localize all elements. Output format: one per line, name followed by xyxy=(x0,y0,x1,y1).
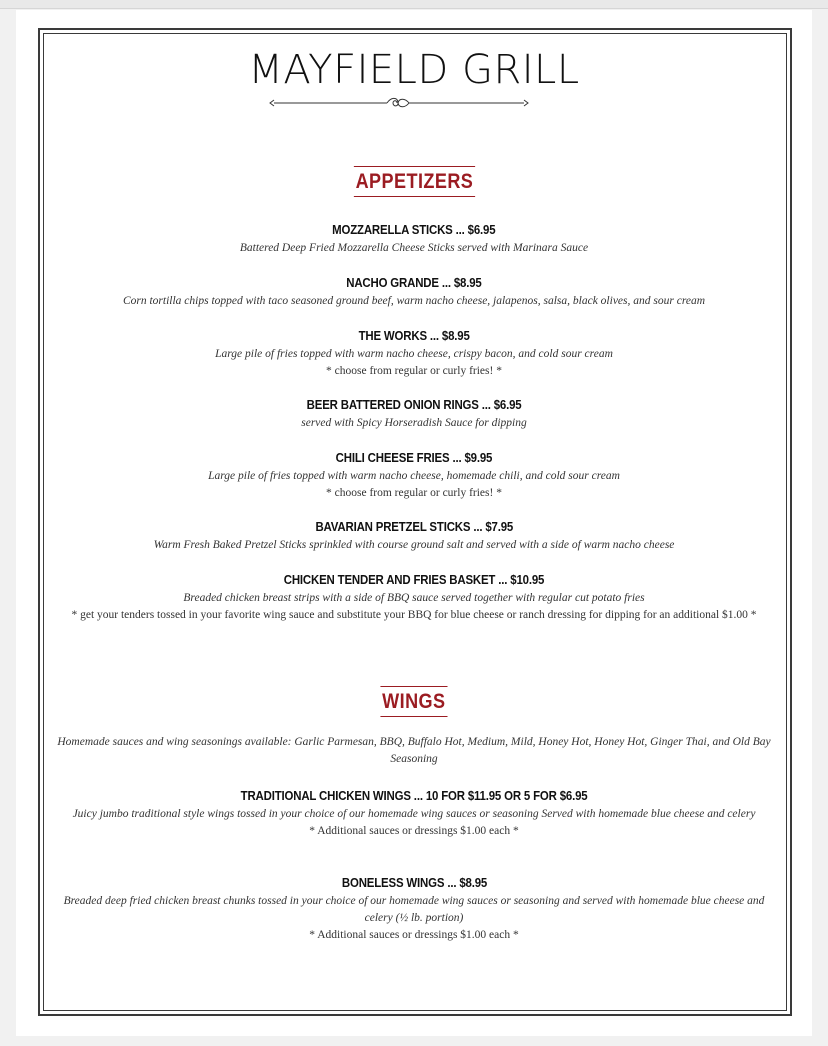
item-name: BONELESS WINGS ... $8.95 xyxy=(341,875,487,890)
menu-item-the-works xyxy=(16,325,812,380)
wings-intro-text: Homemade sauces and wing seasonings available: Garlic Parmesan, BBQ, Buffalo Hot, Medium, Mild, Honey Hot, Honey Hot, Ginger Thai, and Old Bay Seasoning xyxy=(57,736,771,765)
menu-item-traditional-wings xyxy=(16,785,812,840)
item-name: NACHO GRANDE ... $8.95 xyxy=(346,275,482,290)
item-description: Breaded chicken breast strips with a side of BBQ sauce served together with regular cut potato fries xyxy=(183,592,645,604)
item-description: Large pile of fries topped with warm nacho cheese, crispy bacon, and cold sour cream xyxy=(215,348,613,360)
wings-heading xyxy=(16,686,812,717)
item-description: Breaded deep fried chicken breast chunks tossed in your choice of our homemade wing sauces or seasoning and served with homemade blue cheese and celery (½ lb. portion) xyxy=(63,895,765,924)
item-name: MOZZARELLA STICKS ... $6.95 xyxy=(332,222,496,237)
menu-item-nacho-grande xyxy=(16,272,812,310)
item-note: * get your tenders tossed in your favorite wing sauce and substitute your BBQ for blue cheese or ranch dressing for dipping for an additional $1.00 * xyxy=(71,609,757,621)
item-description: Warm Fresh Baked Pretzel Sticks sprinkled with course ground salt and served with a side of warm nacho cheese xyxy=(153,539,675,551)
item-name: TRADITIONAL CHICKEN WINGS ... 10 FOR $11.95 OR 5 FOR $6.95 xyxy=(240,788,588,803)
item-note: * Additional sauces or dressings $1.00 each * xyxy=(309,825,519,837)
menu-item-chili-cheese-fries xyxy=(16,447,812,502)
item-description: served with Spicy Horseradish Sauce for dipping xyxy=(301,417,527,429)
item-name: BAVARIAN PRETZEL STICKS ... $7.95 xyxy=(315,519,513,534)
menu-item-boneless-wings xyxy=(16,872,812,944)
wings-intro xyxy=(16,732,812,768)
item-name: BEER BATTERED ONION RINGS ... $6.95 xyxy=(306,397,522,412)
item-note: * Additional sauces or dressings $1.00 each * xyxy=(309,929,519,941)
item-note: * choose from regular or curly fries! * xyxy=(326,487,502,499)
item-description: Corn tortilla chips topped with taco seasoned ground beef, warm nacho cheese, jalapenos, salsa, black olives, and sour cream xyxy=(122,295,706,307)
menu-item-pretzel-sticks xyxy=(16,516,812,554)
menu-item-mozzarella-sticks xyxy=(16,219,812,257)
appetizers-heading-label: APPETIZERS xyxy=(353,166,474,197)
wings-heading-label: WINGS xyxy=(381,686,448,717)
item-description: Large pile of fries topped with warm nacho cheese, homemade chili, and cold sour cream xyxy=(208,470,620,482)
flourish-divider-icon xyxy=(247,94,547,112)
menu-item-chicken-tender-basket xyxy=(16,569,812,624)
item-name: THE WORKS ... $8.95 xyxy=(358,328,470,343)
viewer-top-bar xyxy=(0,0,828,9)
appetizers-heading xyxy=(16,166,812,197)
item-description: Battered Deep Fried Mozzarella Cheese Sticks served with Marinara Sauce xyxy=(239,242,589,254)
menu-item-onion-rings xyxy=(16,394,812,432)
item-note: * choose from regular or curly fries! * xyxy=(326,365,502,377)
item-name: CHICKEN TENDER AND FRIES BASKET ... $10.95 xyxy=(283,572,545,587)
item-name: CHILI CHEESE FRIES ... $9.95 xyxy=(335,450,493,465)
item-description: Juicy jumbo traditional style wings tossed in your choice of our homemade wing sauces or seasoning Served with homemade blue cheese and celery xyxy=(72,808,756,820)
menu-page xyxy=(16,10,812,1036)
restaurant-title: MAYFIELD GRILL xyxy=(248,47,580,93)
